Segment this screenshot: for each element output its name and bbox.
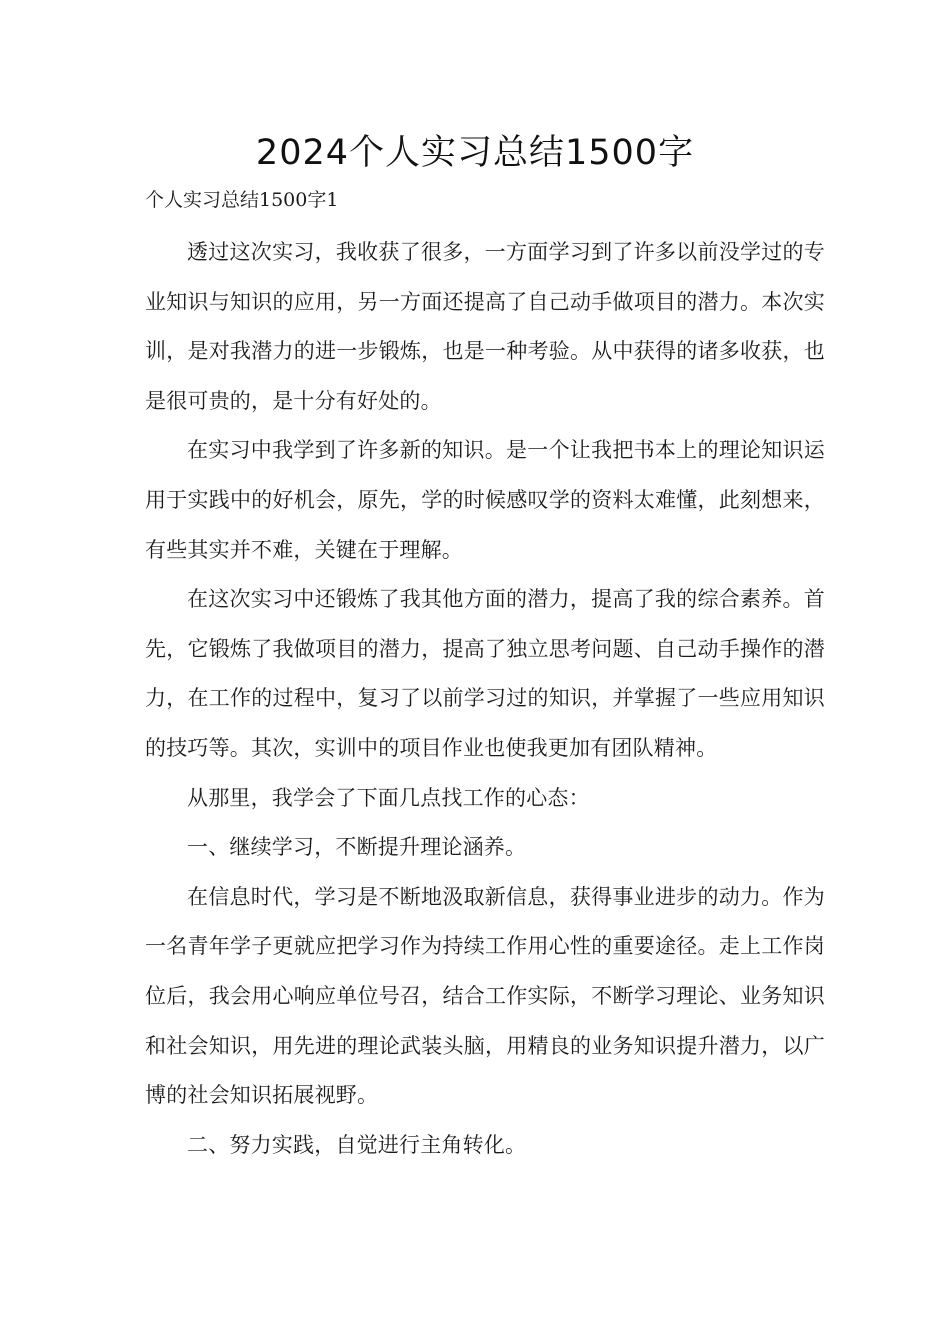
- document-body: [145, 228, 825, 1170]
- paragraph: 透过这次实习，我收获了很多，一方面学习到了许多以前没学过的专业知识与知识的应用，另一方面还提高了自己动手做项目的潜力。本次实训，是对我潜力的进一步锻炼，也是一种考验。从中获得的诸多收获，也是很可贵的，是十分有好处的。: [145, 240, 825, 413]
- section-heading: 个人实习总结1500字1: [145, 189, 339, 211]
- document-title: 2024个人实习总结1500字: [255, 133, 695, 173]
- paragraph: 在实习中我学到了许多新的知识。是一个让我把书本上的理论知识运用于实践中的好机会，原先，学的时候感叹学的资料太难懂，此刻想来，有些其实并不难，关键在于理解。: [145, 438, 825, 562]
- paragraph: 在信息时代，学习是不断地汲取新信息，获得事业进步的动力。作为一名青年学子更就应把学习作为持续工作用心性的重要途径。走上工作岗位后，我会用心响应单位号召，结合工作实际，不断学习理论、业务知识和社会知识，用先进的理论武装头脑，用精良的业务知识提升潜力，以广博的社会知识拓展视野。: [145, 884, 825, 1108]
- paragraph: 从那里，我学会了下面几点找工作的心态：: [187, 785, 590, 810]
- paragraph: 在这次实习中还锻炼了我其他方面的潜力，提高了我的综合素养。首先，它锻炼了我做项目的潜力，提高了独立思考问题、自己动手操作的潜力，在工作的过程中，复习了以前学习过的知识，并掌握了一些应用知识的技巧等。其次，实训中的项目作业也使我更加有团队精神。: [145, 587, 825, 760]
- paragraph: 二、努力实践，自觉进行主角转化。: [187, 1132, 527, 1157]
- paragraph: 一、继续学习，不断提升理论涵养。: [187, 835, 527, 860]
